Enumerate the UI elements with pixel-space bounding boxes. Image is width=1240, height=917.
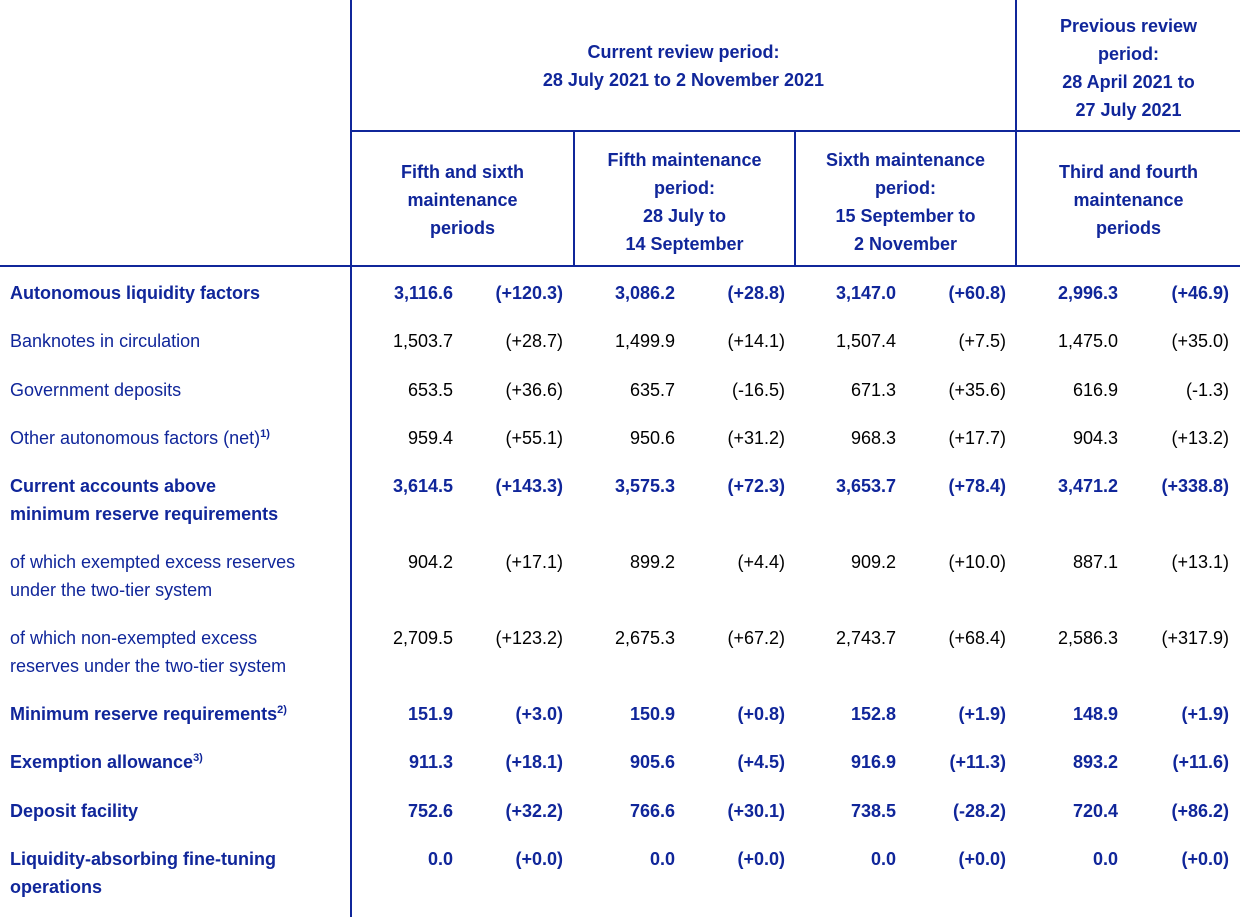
row-label-line: Liquidity-absorbing fine-tuning — [10, 849, 276, 869]
current-period-line: Current review period: — [587, 42, 780, 62]
value-cell: 2,709.5 — [392, 628, 453, 648]
footnote-marker: 1) — [260, 428, 270, 440]
value-cell: 0.0 — [427, 849, 453, 869]
value-cell: 904.2 — [407, 552, 453, 572]
value-cell: 904.3 — [1072, 428, 1118, 448]
change-cell: (+31.2) — [727, 428, 785, 448]
column-header-fifth-sixth — [352, 158, 573, 242]
change-cell: (+13.1) — [1171, 552, 1229, 572]
change-cell: (+55.1) — [505, 428, 563, 448]
previous-period-line: Previous review — [1059, 16, 1198, 36]
change-cell: (+14.1) — [727, 331, 785, 351]
divider-header-bottom — [0, 265, 1240, 267]
value-cell: 1,507.4 — [835, 331, 896, 351]
row-label-line: Minimum reserve requirements$^{2)}$ — [10, 704, 287, 724]
change-cell: (+35.6) — [948, 380, 1006, 400]
value-cell: 968.3 — [850, 428, 896, 448]
row-label-line: operations — [10, 877, 103, 897]
value-cell: 887.1 — [1072, 552, 1118, 572]
change-cell: (+1.9) — [1181, 704, 1229, 724]
value-cell: 1,503.7 — [392, 331, 453, 351]
value-cell: 752.6 — [407, 801, 453, 821]
row-label — [10, 548, 350, 604]
change-cell: (-16.5) — [731, 380, 785, 400]
footnote-marker: 2) — [277, 704, 287, 716]
value-cell: 899.2 — [629, 552, 675, 572]
row-label — [10, 327, 350, 355]
change-cell: (+4.4) — [737, 552, 785, 572]
change-cell: (+36.6) — [505, 380, 563, 400]
row-label-line: of which non-exempted excess — [10, 628, 258, 648]
row-label-line: Exemption allowance$^{3)}$ — [10, 752, 203, 772]
value-cell: 916.9 — [850, 752, 896, 772]
column-header-line: periods — [1095, 218, 1161, 238]
row-label-line: Deposit facility — [10, 801, 139, 821]
row-label — [10, 376, 350, 404]
value-cell: 738.5 — [850, 801, 896, 821]
change-cell: (+120.3) — [495, 283, 563, 303]
change-cell: (+123.2) — [495, 628, 563, 648]
value-cell: 911.3 — [408, 752, 453, 772]
row-label — [10, 748, 350, 776]
column-header-line: Third and fourth — [1059, 162, 1198, 182]
value-cell: 3,614.5 — [392, 476, 453, 496]
column-header-line: periods — [429, 218, 495, 238]
previous-period-line: 27 July 2021 — [1075, 100, 1182, 120]
current-period-header — [352, 38, 1015, 94]
change-cell: (+60.8) — [948, 283, 1006, 303]
row-label-line: under the two-tier system — [10, 580, 213, 600]
column-header-line: maintenance — [407, 190, 518, 210]
value-cell: 959.4 — [407, 428, 453, 448]
change-cell: (-28.2) — [952, 801, 1006, 821]
value-cell: 3,653.7 — [835, 476, 896, 496]
column-header-line: maintenance — [1073, 190, 1184, 210]
change-cell: (+4.5) — [737, 752, 785, 772]
value-cell: 905.6 — [629, 752, 675, 772]
previous-period-header — [1017, 12, 1240, 124]
change-cell: (+3.0) — [515, 704, 563, 724]
change-cell: (+1.9) — [958, 704, 1006, 724]
value-cell: 950.6 — [629, 428, 675, 448]
change-cell: (+13.2) — [1171, 428, 1229, 448]
change-cell: (+0.8) — [737, 704, 785, 724]
value-cell: 909.2 — [850, 552, 896, 572]
change-cell: (+17.7) — [948, 428, 1006, 448]
value-cell: 1,499.9 — [614, 331, 675, 351]
change-cell: (+0.0) — [1181, 849, 1229, 869]
column-header-line: 14 September — [625, 234, 744, 254]
row-label — [10, 797, 350, 825]
value-cell: 0.0 — [1092, 849, 1118, 869]
value-cell: 150.9 — [629, 704, 675, 724]
value-cell: 3,086.2 — [614, 283, 675, 303]
value-cell: 3,116.6 — [393, 283, 453, 303]
column-header-line: Sixth maintenance — [825, 150, 986, 170]
row-label-line: minimum reserve requirements — [10, 504, 279, 524]
row-label-line: Government deposits — [10, 380, 182, 400]
change-cell: (+10.0) — [948, 552, 1006, 572]
row-label — [10, 472, 350, 528]
value-cell: 653.5 — [407, 380, 453, 400]
value-cell: 1,475.0 — [1057, 331, 1118, 351]
column-header-line: 15 September to — [835, 206, 976, 226]
column-header-line: Fifth maintenance — [607, 150, 762, 170]
change-cell: (+68.4) — [948, 628, 1006, 648]
value-cell: 148.9 — [1072, 704, 1118, 724]
change-cell: (+143.3) — [495, 476, 563, 496]
value-cell: 720.4 — [1072, 801, 1118, 821]
value-cell: 893.2 — [1072, 752, 1118, 772]
value-cell: 2,996.3 — [1057, 283, 1118, 303]
change-cell: (+11.3) — [949, 752, 1006, 772]
row-label — [10, 845, 350, 901]
change-cell: (+28.8) — [727, 283, 785, 303]
value-cell: 766.6 — [629, 801, 675, 821]
change-cell: (+7.5) — [958, 331, 1006, 351]
change-cell: (+28.7) — [505, 331, 563, 351]
change-cell: (+317.9) — [1161, 628, 1229, 648]
change-cell: (+0.0) — [515, 849, 563, 869]
change-cell: (-1.3) — [1185, 380, 1229, 400]
row-label-line: Other autonomous factors (net)$^{1)}$ — [10, 428, 270, 448]
change-cell: (+11.6) — [1172, 752, 1229, 772]
row-label — [10, 624, 350, 680]
column-header-line: period: — [875, 178, 936, 198]
change-cell: (+86.2) — [1171, 801, 1229, 821]
row-label-line: Current accounts above — [10, 476, 217, 496]
value-cell: 2,675.3 — [614, 628, 675, 648]
change-cell: (+30.1) — [727, 801, 785, 821]
value-cell: 3,471.2 — [1057, 476, 1118, 496]
row-label-line: of which exempted excess reserves — [10, 552, 296, 572]
value-cell: 2,743.7 — [835, 628, 896, 648]
divider-header-mid — [350, 130, 1240, 132]
value-cell: 3,575.3 — [614, 476, 675, 496]
row-label — [10, 279, 350, 307]
value-cell: 3,147.0 — [835, 283, 896, 303]
value-cell: 0.0 — [649, 849, 675, 869]
value-cell: 151.9 — [407, 704, 453, 724]
value-cell: 0.0 — [870, 849, 896, 869]
change-cell: (+32.2) — [505, 801, 563, 821]
value-cell: 635.7 — [629, 380, 675, 400]
change-cell: (+0.0) — [737, 849, 785, 869]
value-cell: 616.9 — [1072, 380, 1118, 400]
change-cell: (+0.0) — [958, 849, 1006, 869]
change-cell: (+17.1) — [505, 552, 563, 572]
change-cell: (+67.2) — [727, 628, 785, 648]
change-cell: (+35.0) — [1171, 331, 1229, 351]
column-header-line: Fifth and sixth — [401, 162, 524, 182]
change-cell: (+78.4) — [948, 476, 1006, 496]
row-label — [10, 424, 350, 452]
row-label-line: Banknotes in circulation — [10, 331, 201, 351]
change-cell: (+46.9) — [1171, 283, 1229, 303]
column-header-line: period: — [654, 178, 715, 198]
previous-period-line: period: — [1098, 44, 1159, 64]
column-header-line: 2 November — [853, 234, 958, 254]
column-header-sixth — [796, 146, 1015, 258]
change-cell: (+18.1) — [505, 752, 563, 772]
row-label — [10, 700, 350, 728]
previous-period-line: 28 April 2021 to — [1062, 72, 1195, 92]
current-period-line: 28 July 2021 to 2 November 2021 — [542, 70, 825, 90]
value-cell: 152.8 — [850, 704, 896, 724]
divider-left — [350, 0, 352, 917]
footnote-marker: 3) — [193, 752, 203, 764]
column-header-fifth — [575, 146, 794, 258]
change-cell: (+72.3) — [727, 476, 785, 496]
change-cell: (+338.8) — [1161, 476, 1229, 496]
value-cell: 2,586.3 — [1057, 628, 1118, 648]
row-label-line: reserves under the two-tier system — [10, 656, 287, 676]
row-label-line: Autonomous liquidity factors — [10, 283, 260, 303]
column-header-third-fourth — [1017, 158, 1240, 242]
column-header-line: 28 July to — [642, 206, 727, 226]
value-cell: 671.3 — [850, 380, 896, 400]
